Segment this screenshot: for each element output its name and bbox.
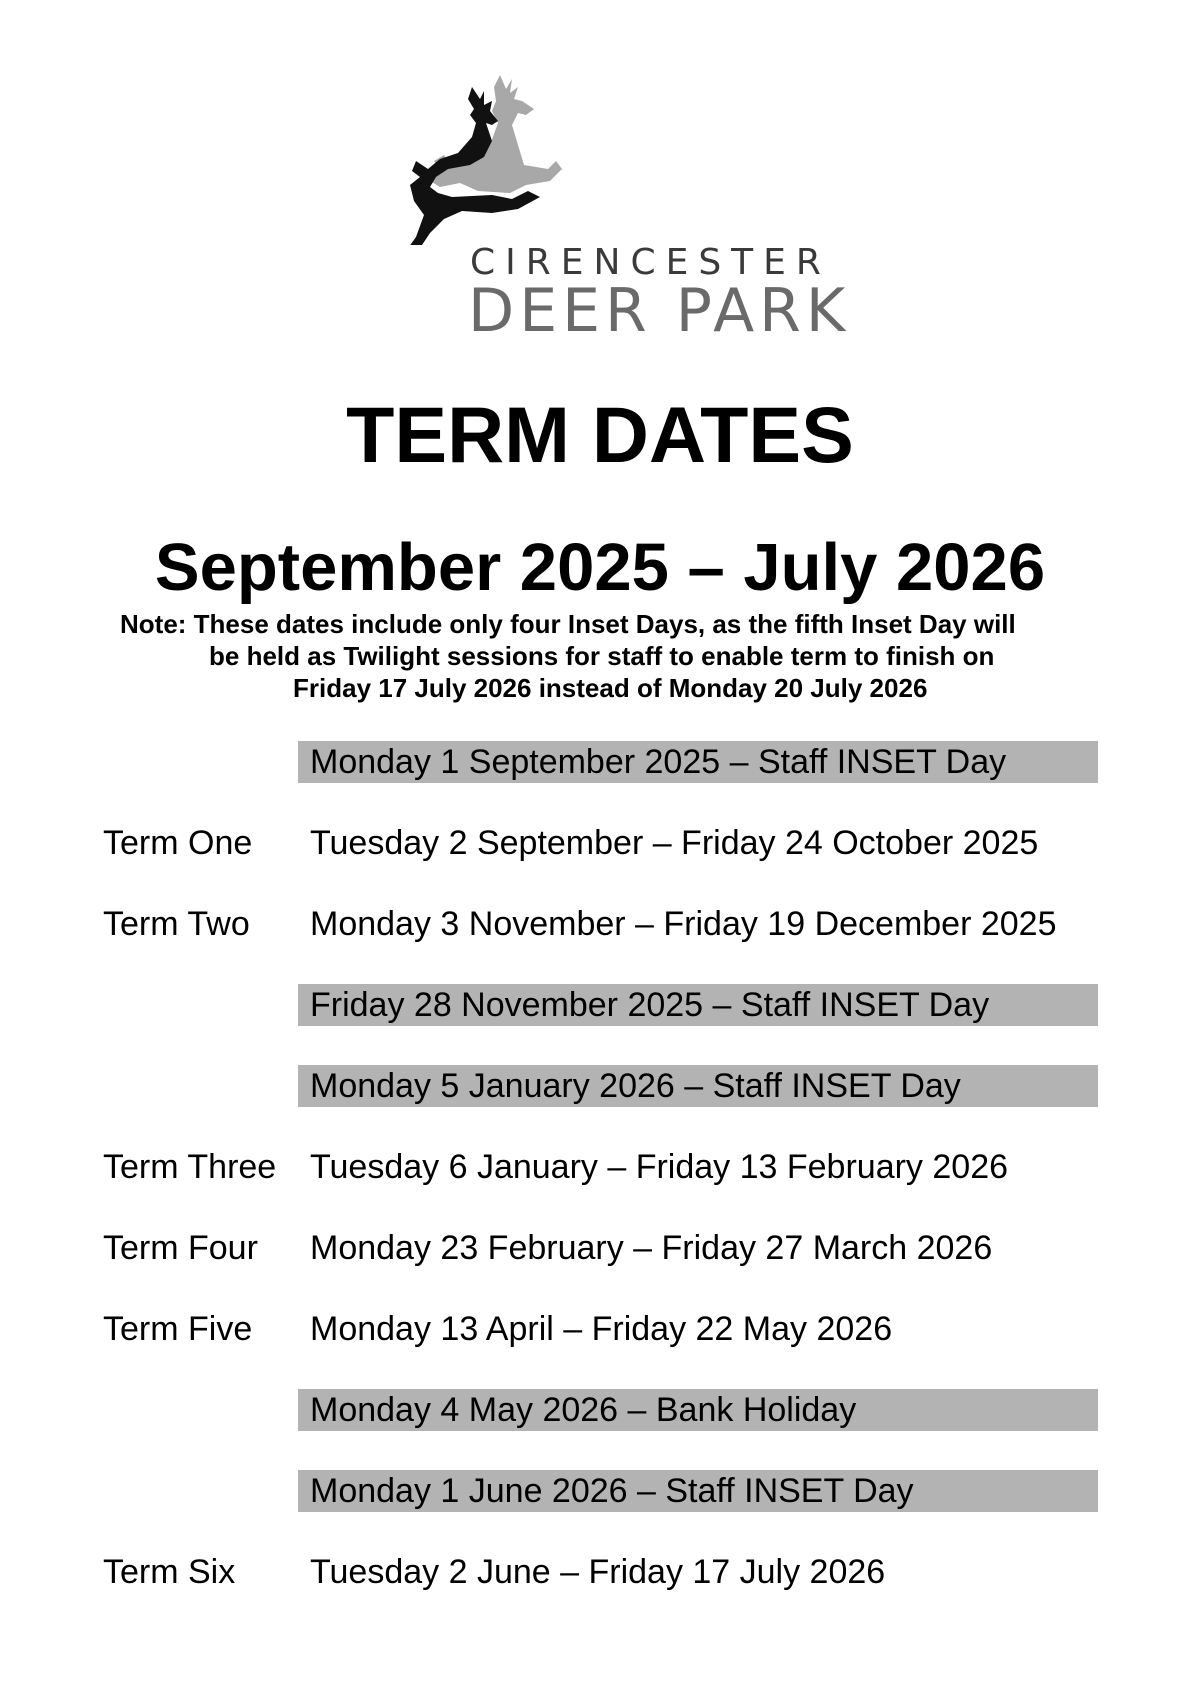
note-line: Friday 17 July 2026 instead of Monday 20 July 2026 bbox=[293, 673, 928, 703]
table-row-inset bbox=[0, 1470, 1200, 1512]
table-row-bank-holiday bbox=[0, 1389, 1200, 1431]
table-row-inset bbox=[0, 741, 1200, 783]
term-label: Term Three bbox=[103, 1148, 277, 1186]
date-range: Friday 28 November 2025 – Staff INSET Day bbox=[298, 984, 1098, 1026]
date-range: Monday 13 April – Friday 22 May 2026 bbox=[310, 1310, 893, 1348]
table-row-term-six bbox=[0, 1551, 1200, 1593]
table-row-term-one bbox=[0, 822, 1200, 864]
term-label: Term Five bbox=[103, 1310, 253, 1348]
academic-year-subtitle: September 2025 – July 2026 bbox=[154, 530, 1046, 605]
table-row-term-two bbox=[0, 903, 1200, 945]
page-title: TERM DATES bbox=[346, 390, 854, 479]
term-label: Term Six bbox=[103, 1553, 236, 1591]
date-range: Tuesday 6 January – Friday 13 February 2026 bbox=[310, 1148, 1009, 1186]
date-range: Tuesday 2 September – Friday 24 October 2025 bbox=[310, 824, 1039, 862]
date-range: Monday 4 May 2026 – Bank Holiday bbox=[298, 1389, 1098, 1431]
term-label: Term One bbox=[103, 824, 253, 862]
leaping-deer-icon bbox=[400, 65, 810, 245]
note-line: Note: These dates include only four Inset Days, as the fifth Inset Day will bbox=[120, 609, 1016, 639]
date-range: Monday 1 June 2026 – Staff INSET Day bbox=[298, 1470, 1098, 1512]
date-range: Monday 5 January 2026 – Staff INSET Day bbox=[298, 1065, 1098, 1107]
table-row-term-five bbox=[0, 1308, 1200, 1350]
table-row-term-four bbox=[0, 1227, 1200, 1269]
logo-text-cirencester: CIRENCESTER bbox=[470, 242, 831, 283]
term-label: Term Four bbox=[103, 1229, 258, 1267]
table-row-inset bbox=[0, 1065, 1200, 1107]
date-range: Tuesday 2 June – Friday 17 July 2026 bbox=[310, 1553, 886, 1591]
note-line: be held as Twilight sessions for staff to enable term to finish on bbox=[209, 641, 995, 671]
table-row-term-three bbox=[0, 1146, 1200, 1188]
school-logo bbox=[400, 65, 851, 346]
date-range: Monday 23 February – Friday 27 March 2026 bbox=[310, 1229, 993, 1267]
date-range: Monday 3 November – Friday 19 December 2025 bbox=[310, 905, 1057, 943]
term-label: Term Two bbox=[103, 905, 250, 943]
table-row-inset bbox=[0, 984, 1200, 1026]
date-range: Monday 1 September 2025 – Staff INSET Day bbox=[298, 741, 1098, 783]
inset-day-note bbox=[120, 608, 1100, 704]
logo-text-deer-park: DEER PARK bbox=[468, 276, 851, 346]
